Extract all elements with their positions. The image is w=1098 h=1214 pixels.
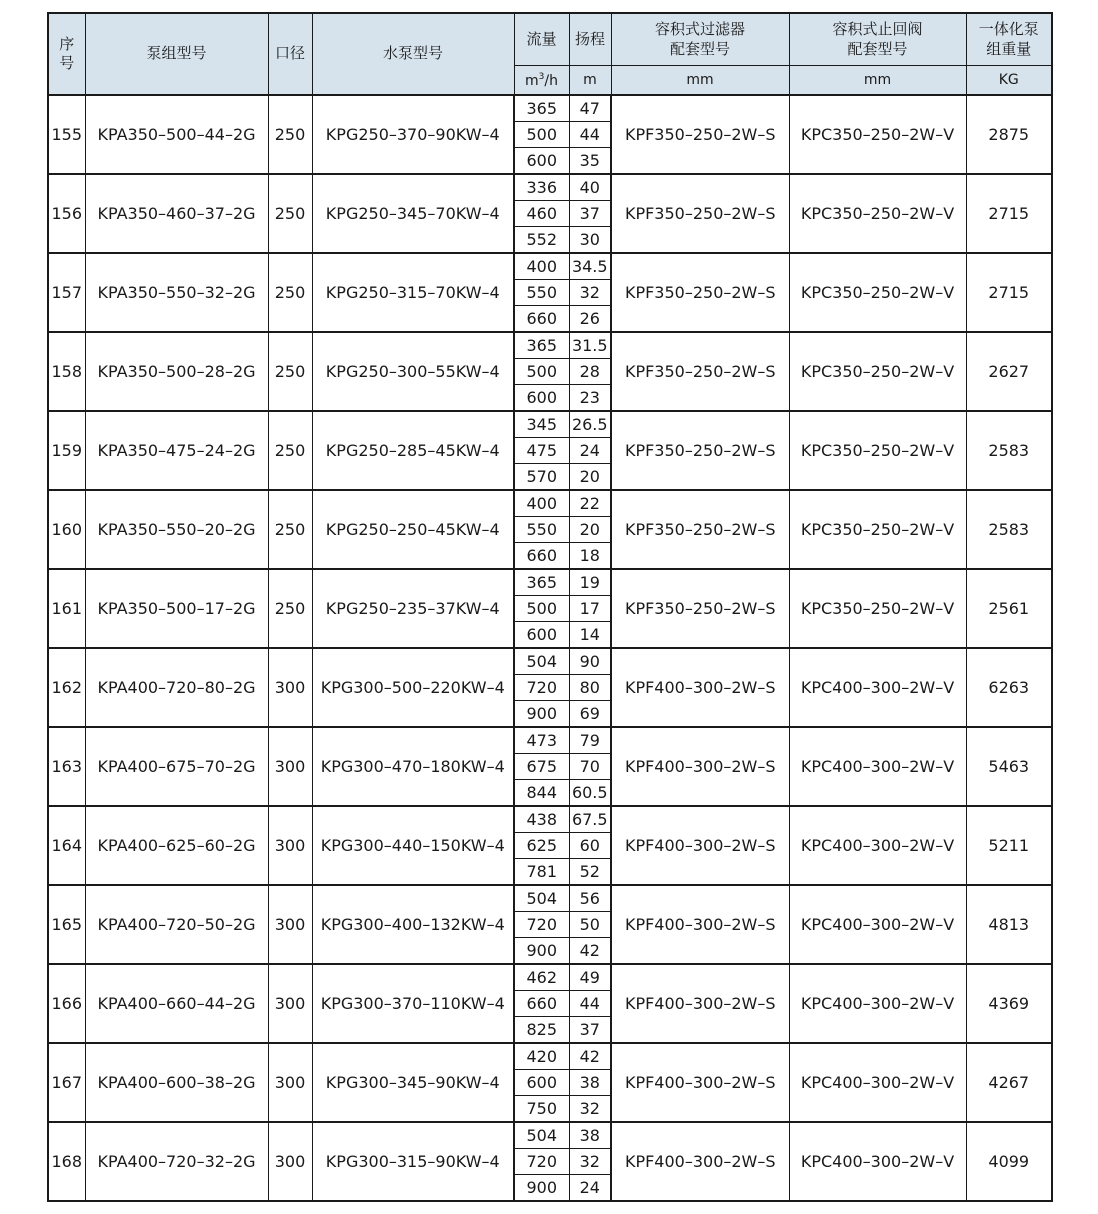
cell-head: 67.5 bbox=[569, 806, 611, 833]
cell-valve: KPC350–250–2W–V bbox=[789, 569, 966, 648]
cell-flow: 504 bbox=[514, 648, 569, 675]
header-head: 扬程 bbox=[569, 13, 611, 66]
unit-filter: mm bbox=[611, 66, 789, 96]
unit-valve: mm bbox=[789, 66, 966, 96]
table-row bbox=[48, 95, 1052, 122]
cell-seq: 165 bbox=[48, 885, 85, 964]
pump-spec-table bbox=[47, 12, 1053, 1202]
cell-valve: KPC350–250–2W–V bbox=[789, 332, 966, 411]
table-row bbox=[48, 332, 1052, 359]
cell-head: 24 bbox=[569, 1175, 611, 1202]
cell-weight: 2561 bbox=[966, 569, 1052, 648]
cell-seq: 159 bbox=[48, 411, 85, 490]
cell-unit-model: KPA350–475–24–2G bbox=[85, 411, 268, 490]
unit-weight: KG bbox=[966, 66, 1052, 96]
cell-head: 42 bbox=[569, 938, 611, 965]
cell-head: 49 bbox=[569, 964, 611, 991]
cell-pump-model: KPG300–500–220KW–4 bbox=[312, 648, 514, 727]
cell-flow: 720 bbox=[514, 1149, 569, 1175]
cell-flow: 365 bbox=[514, 569, 569, 596]
cell-valve: KPC350–250–2W–V bbox=[789, 490, 966, 569]
cell-valve: KPC400–300–2W–V bbox=[789, 1043, 966, 1122]
cell-flow: 750 bbox=[514, 1096, 569, 1123]
cell-caliber: 300 bbox=[268, 648, 312, 727]
cell-head: 24 bbox=[569, 438, 611, 464]
cell-head: 20 bbox=[569, 517, 611, 543]
cell-seq: 163 bbox=[48, 727, 85, 806]
cell-unit-model: KPA400–660–44–2G bbox=[85, 964, 268, 1043]
cell-head: 35 bbox=[569, 148, 611, 175]
cell-filter: KPF400–300–2W–S bbox=[611, 806, 789, 885]
cell-head: 34.5 bbox=[569, 253, 611, 280]
cell-flow: 600 bbox=[514, 148, 569, 175]
cell-valve: KPC350–250–2W–V bbox=[789, 253, 966, 332]
cell-flow: 900 bbox=[514, 1175, 569, 1202]
cell-flow: 660 bbox=[514, 306, 569, 333]
cell-caliber: 300 bbox=[268, 727, 312, 806]
cell-valve: KPC350–250–2W–V bbox=[789, 174, 966, 253]
cell-pump-model: KPG250–250–45KW–4 bbox=[312, 490, 514, 569]
unit-head: m bbox=[569, 66, 611, 96]
cell-caliber: 250 bbox=[268, 174, 312, 253]
cell-pump-model: KPG250–300–55KW–4 bbox=[312, 332, 514, 411]
cell-filter: KPF350–250–2W–S bbox=[611, 569, 789, 648]
cell-seq: 167 bbox=[48, 1043, 85, 1122]
cell-caliber: 250 bbox=[268, 411, 312, 490]
cell-head: 80 bbox=[569, 675, 611, 701]
table-row bbox=[48, 490, 1052, 517]
cell-head: 40 bbox=[569, 174, 611, 201]
cell-flow: 550 bbox=[514, 280, 569, 306]
cell-filter: KPF400–300–2W–S bbox=[611, 1122, 789, 1201]
cell-head: 38 bbox=[569, 1122, 611, 1149]
cell-caliber: 300 bbox=[268, 885, 312, 964]
cell-weight: 6263 bbox=[966, 648, 1052, 727]
cell-unit-model: KPA400–720–32–2G bbox=[85, 1122, 268, 1201]
cell-flow: 570 bbox=[514, 464, 569, 491]
table-row bbox=[48, 1122, 1052, 1149]
cell-flow: 460 bbox=[514, 201, 569, 227]
cell-unit-model: KPA400–625–60–2G bbox=[85, 806, 268, 885]
cell-head: 50 bbox=[569, 912, 611, 938]
header-filter: 容积式过滤器 配套型号 bbox=[611, 13, 789, 66]
cell-flow: 600 bbox=[514, 622, 569, 649]
cell-unit-model: KPA350–460–37–2G bbox=[85, 174, 268, 253]
cell-flow: 365 bbox=[514, 332, 569, 359]
cell-head: 14 bbox=[569, 622, 611, 649]
cell-caliber: 300 bbox=[268, 1122, 312, 1201]
header-caliber: 口径 bbox=[268, 13, 312, 95]
cell-caliber: 250 bbox=[268, 332, 312, 411]
cell-valve: KPC400–300–2W–V bbox=[789, 1122, 966, 1201]
cell-head: 44 bbox=[569, 991, 611, 1017]
table-row bbox=[48, 1043, 1052, 1070]
cell-flow: 660 bbox=[514, 991, 569, 1017]
cell-pump-model: KPG250–315–70KW–4 bbox=[312, 253, 514, 332]
cell-unit-model: KPA350–550–32–2G bbox=[85, 253, 268, 332]
cell-pump-model: KPG250–370–90KW–4 bbox=[312, 95, 514, 174]
cell-flow: 660 bbox=[514, 543, 569, 570]
cell-head: 47 bbox=[569, 95, 611, 122]
cell-caliber: 250 bbox=[268, 253, 312, 332]
cell-weight: 2583 bbox=[966, 411, 1052, 490]
cell-pump-model: KPG250–235–37KW–4 bbox=[312, 569, 514, 648]
cell-seq: 157 bbox=[48, 253, 85, 332]
cell-flow: 438 bbox=[514, 806, 569, 833]
cell-head: 23 bbox=[569, 385, 611, 412]
cell-seq: 166 bbox=[48, 964, 85, 1043]
cell-head: 19 bbox=[569, 569, 611, 596]
cell-unit-model: KPA400–675–70–2G bbox=[85, 727, 268, 806]
cell-valve: KPC400–300–2W–V bbox=[789, 964, 966, 1043]
cell-weight: 2715 bbox=[966, 174, 1052, 253]
header-weight: 一体化泵 组重量 bbox=[966, 13, 1052, 66]
cell-head: 79 bbox=[569, 727, 611, 754]
cell-pump-model: KPG300–345–90KW–4 bbox=[312, 1043, 514, 1122]
cell-flow: 900 bbox=[514, 701, 569, 728]
cell-weight: 2627 bbox=[966, 332, 1052, 411]
cell-head: 60.5 bbox=[569, 780, 611, 807]
cell-pump-model: KPG300–440–150KW–4 bbox=[312, 806, 514, 885]
cell-flow: 720 bbox=[514, 675, 569, 701]
table-row bbox=[48, 885, 1052, 912]
cell-flow: 504 bbox=[514, 885, 569, 912]
table-row bbox=[48, 253, 1052, 280]
cell-weight: 2715 bbox=[966, 253, 1052, 332]
header-pump-model: 水泵型号 bbox=[312, 13, 514, 95]
cell-head: 44 bbox=[569, 122, 611, 148]
cell-pump-model: KPG300–400–132KW–4 bbox=[312, 885, 514, 964]
cell-weight: 2583 bbox=[966, 490, 1052, 569]
cell-head: 38 bbox=[569, 1070, 611, 1096]
cell-filter: KPF350–250–2W–S bbox=[611, 95, 789, 174]
cell-flow: 625 bbox=[514, 833, 569, 859]
cell-unit-model: KPA350–550–20–2G bbox=[85, 490, 268, 569]
cell-flow: 400 bbox=[514, 490, 569, 517]
cell-valve: KPC350–250–2W–V bbox=[789, 411, 966, 490]
cell-flow: 500 bbox=[514, 122, 569, 148]
table-row bbox=[48, 727, 1052, 754]
cell-seq: 168 bbox=[48, 1122, 85, 1201]
cell-filter: KPF350–250–2W–S bbox=[611, 253, 789, 332]
cell-head: 37 bbox=[569, 201, 611, 227]
cell-weight: 2875 bbox=[966, 95, 1052, 174]
cell-weight: 4099 bbox=[966, 1122, 1052, 1201]
cell-head: 22 bbox=[569, 490, 611, 517]
header-flow: 流量 bbox=[514, 13, 569, 66]
cell-head: 52 bbox=[569, 859, 611, 886]
cell-head: 26.5 bbox=[569, 411, 611, 438]
cell-flow: 462 bbox=[514, 964, 569, 991]
cell-unit-model: KPA400–720–50–2G bbox=[85, 885, 268, 964]
table-row bbox=[48, 174, 1052, 201]
cell-flow: 345 bbox=[514, 411, 569, 438]
header-unit-model: 泵组型号 bbox=[85, 13, 268, 95]
cell-weight: 4267 bbox=[966, 1043, 1052, 1122]
cell-weight: 4369 bbox=[966, 964, 1052, 1043]
cell-pump-model: KPG300–370–110KW–4 bbox=[312, 964, 514, 1043]
header-seq: 序 号 bbox=[48, 13, 85, 95]
cell-head: 90 bbox=[569, 648, 611, 675]
table-row bbox=[48, 964, 1052, 991]
cell-seq: 156 bbox=[48, 174, 85, 253]
cell-filter: KPF350–250–2W–S bbox=[611, 490, 789, 569]
cell-seq: 155 bbox=[48, 95, 85, 174]
table-row bbox=[48, 806, 1052, 833]
cell-weight: 5211 bbox=[966, 806, 1052, 885]
cell-flow: 600 bbox=[514, 385, 569, 412]
cell-seq: 160 bbox=[48, 490, 85, 569]
cell-filter: KPF400–300–2W–S bbox=[611, 1043, 789, 1122]
cell-head: 56 bbox=[569, 885, 611, 912]
cell-flow: 675 bbox=[514, 754, 569, 780]
cell-valve: KPC400–300–2W–V bbox=[789, 648, 966, 727]
cell-flow: 844 bbox=[514, 780, 569, 807]
cell-head: 37 bbox=[569, 1017, 611, 1044]
cell-flow: 781 bbox=[514, 859, 569, 886]
cell-filter: KPF350–250–2W–S bbox=[611, 332, 789, 411]
cell-flow: 900 bbox=[514, 938, 569, 965]
cell-filter: KPF350–250–2W–S bbox=[611, 174, 789, 253]
cell-caliber: 250 bbox=[268, 569, 312, 648]
cell-unit-model: KPA350–500–44–2G bbox=[85, 95, 268, 174]
cell-valve: KPC400–300–2W–V bbox=[789, 885, 966, 964]
cell-head: 30 bbox=[569, 227, 611, 254]
cell-flow: 365 bbox=[514, 95, 569, 122]
cell-weight: 5463 bbox=[966, 727, 1052, 806]
cell-head: 17 bbox=[569, 596, 611, 622]
cell-head: 32 bbox=[569, 1096, 611, 1123]
cell-flow: 550 bbox=[514, 517, 569, 543]
cell-filter: KPF400–300–2W–S bbox=[611, 964, 789, 1043]
unit-flow: $m^3/h$ bbox=[514, 66, 569, 96]
cell-head: 32 bbox=[569, 280, 611, 306]
cell-head: 26 bbox=[569, 306, 611, 333]
cell-caliber: 300 bbox=[268, 1043, 312, 1122]
cell-flow: 336 bbox=[514, 174, 569, 201]
table-row bbox=[48, 569, 1052, 596]
cell-head: 60 bbox=[569, 833, 611, 859]
cell-flow: 475 bbox=[514, 438, 569, 464]
table-body bbox=[48, 95, 1052, 1201]
cell-caliber: 300 bbox=[268, 964, 312, 1043]
table-header bbox=[48, 13, 1052, 95]
cell-unit-model: KPA400–720–80–2G bbox=[85, 648, 268, 727]
cell-flow: 600 bbox=[514, 1070, 569, 1096]
cell-flow: 552 bbox=[514, 227, 569, 254]
cell-head: 31.5 bbox=[569, 332, 611, 359]
table-row bbox=[48, 411, 1052, 438]
cell-filter: KPF400–300–2W–S bbox=[611, 885, 789, 964]
cell-unit-model: KPA400–600–38–2G bbox=[85, 1043, 268, 1122]
cell-pump-model: KPG250–285–45KW–4 bbox=[312, 411, 514, 490]
cell-seq: 158 bbox=[48, 332, 85, 411]
cell-valve: KPC400–300–2W–V bbox=[789, 727, 966, 806]
cell-caliber: 300 bbox=[268, 806, 312, 885]
cell-pump-model: KPG300–470–180KW–4 bbox=[312, 727, 514, 806]
cell-pump-model: KPG250–345–70KW–4 bbox=[312, 174, 514, 253]
cell-head: 69 bbox=[569, 701, 611, 728]
cell-pump-model: KPG300–315–90KW–4 bbox=[312, 1122, 514, 1201]
cell-seq: 162 bbox=[48, 648, 85, 727]
cell-flow: 720 bbox=[514, 912, 569, 938]
cell-valve: KPC350–250–2W–V bbox=[789, 95, 966, 174]
header-valve: 容积式止回阀 配套型号 bbox=[789, 13, 966, 66]
cell-filter: KPF350–250–2W–S bbox=[611, 411, 789, 490]
cell-head: 32 bbox=[569, 1149, 611, 1175]
cell-flow: 420 bbox=[514, 1043, 569, 1070]
cell-head: 28 bbox=[569, 359, 611, 385]
cell-flow: 473 bbox=[514, 727, 569, 754]
cell-unit-model: KPA350–500–17–2G bbox=[85, 569, 268, 648]
cell-flow: 500 bbox=[514, 359, 569, 385]
cell-seq: 164 bbox=[48, 806, 85, 885]
table-row bbox=[48, 648, 1052, 675]
cell-head: 20 bbox=[569, 464, 611, 491]
cell-head: 70 bbox=[569, 754, 611, 780]
cell-flow: 504 bbox=[514, 1122, 569, 1149]
cell-flow: 400 bbox=[514, 253, 569, 280]
cell-filter: KPF400–300–2W–S bbox=[611, 727, 789, 806]
cell-seq: 161 bbox=[48, 569, 85, 648]
cell-caliber: 250 bbox=[268, 490, 312, 569]
cell-filter: KPF400–300–2W–S bbox=[611, 648, 789, 727]
cell-head: 42 bbox=[569, 1043, 611, 1070]
cell-weight: 4813 bbox=[966, 885, 1052, 964]
cell-flow: 500 bbox=[514, 596, 569, 622]
cell-valve: KPC400–300–2W–V bbox=[789, 806, 966, 885]
cell-flow: 825 bbox=[514, 1017, 569, 1044]
cell-unit-model: KPA350–500–28–2G bbox=[85, 332, 268, 411]
cell-head: 18 bbox=[569, 543, 611, 570]
cell-caliber: 250 bbox=[268, 95, 312, 174]
